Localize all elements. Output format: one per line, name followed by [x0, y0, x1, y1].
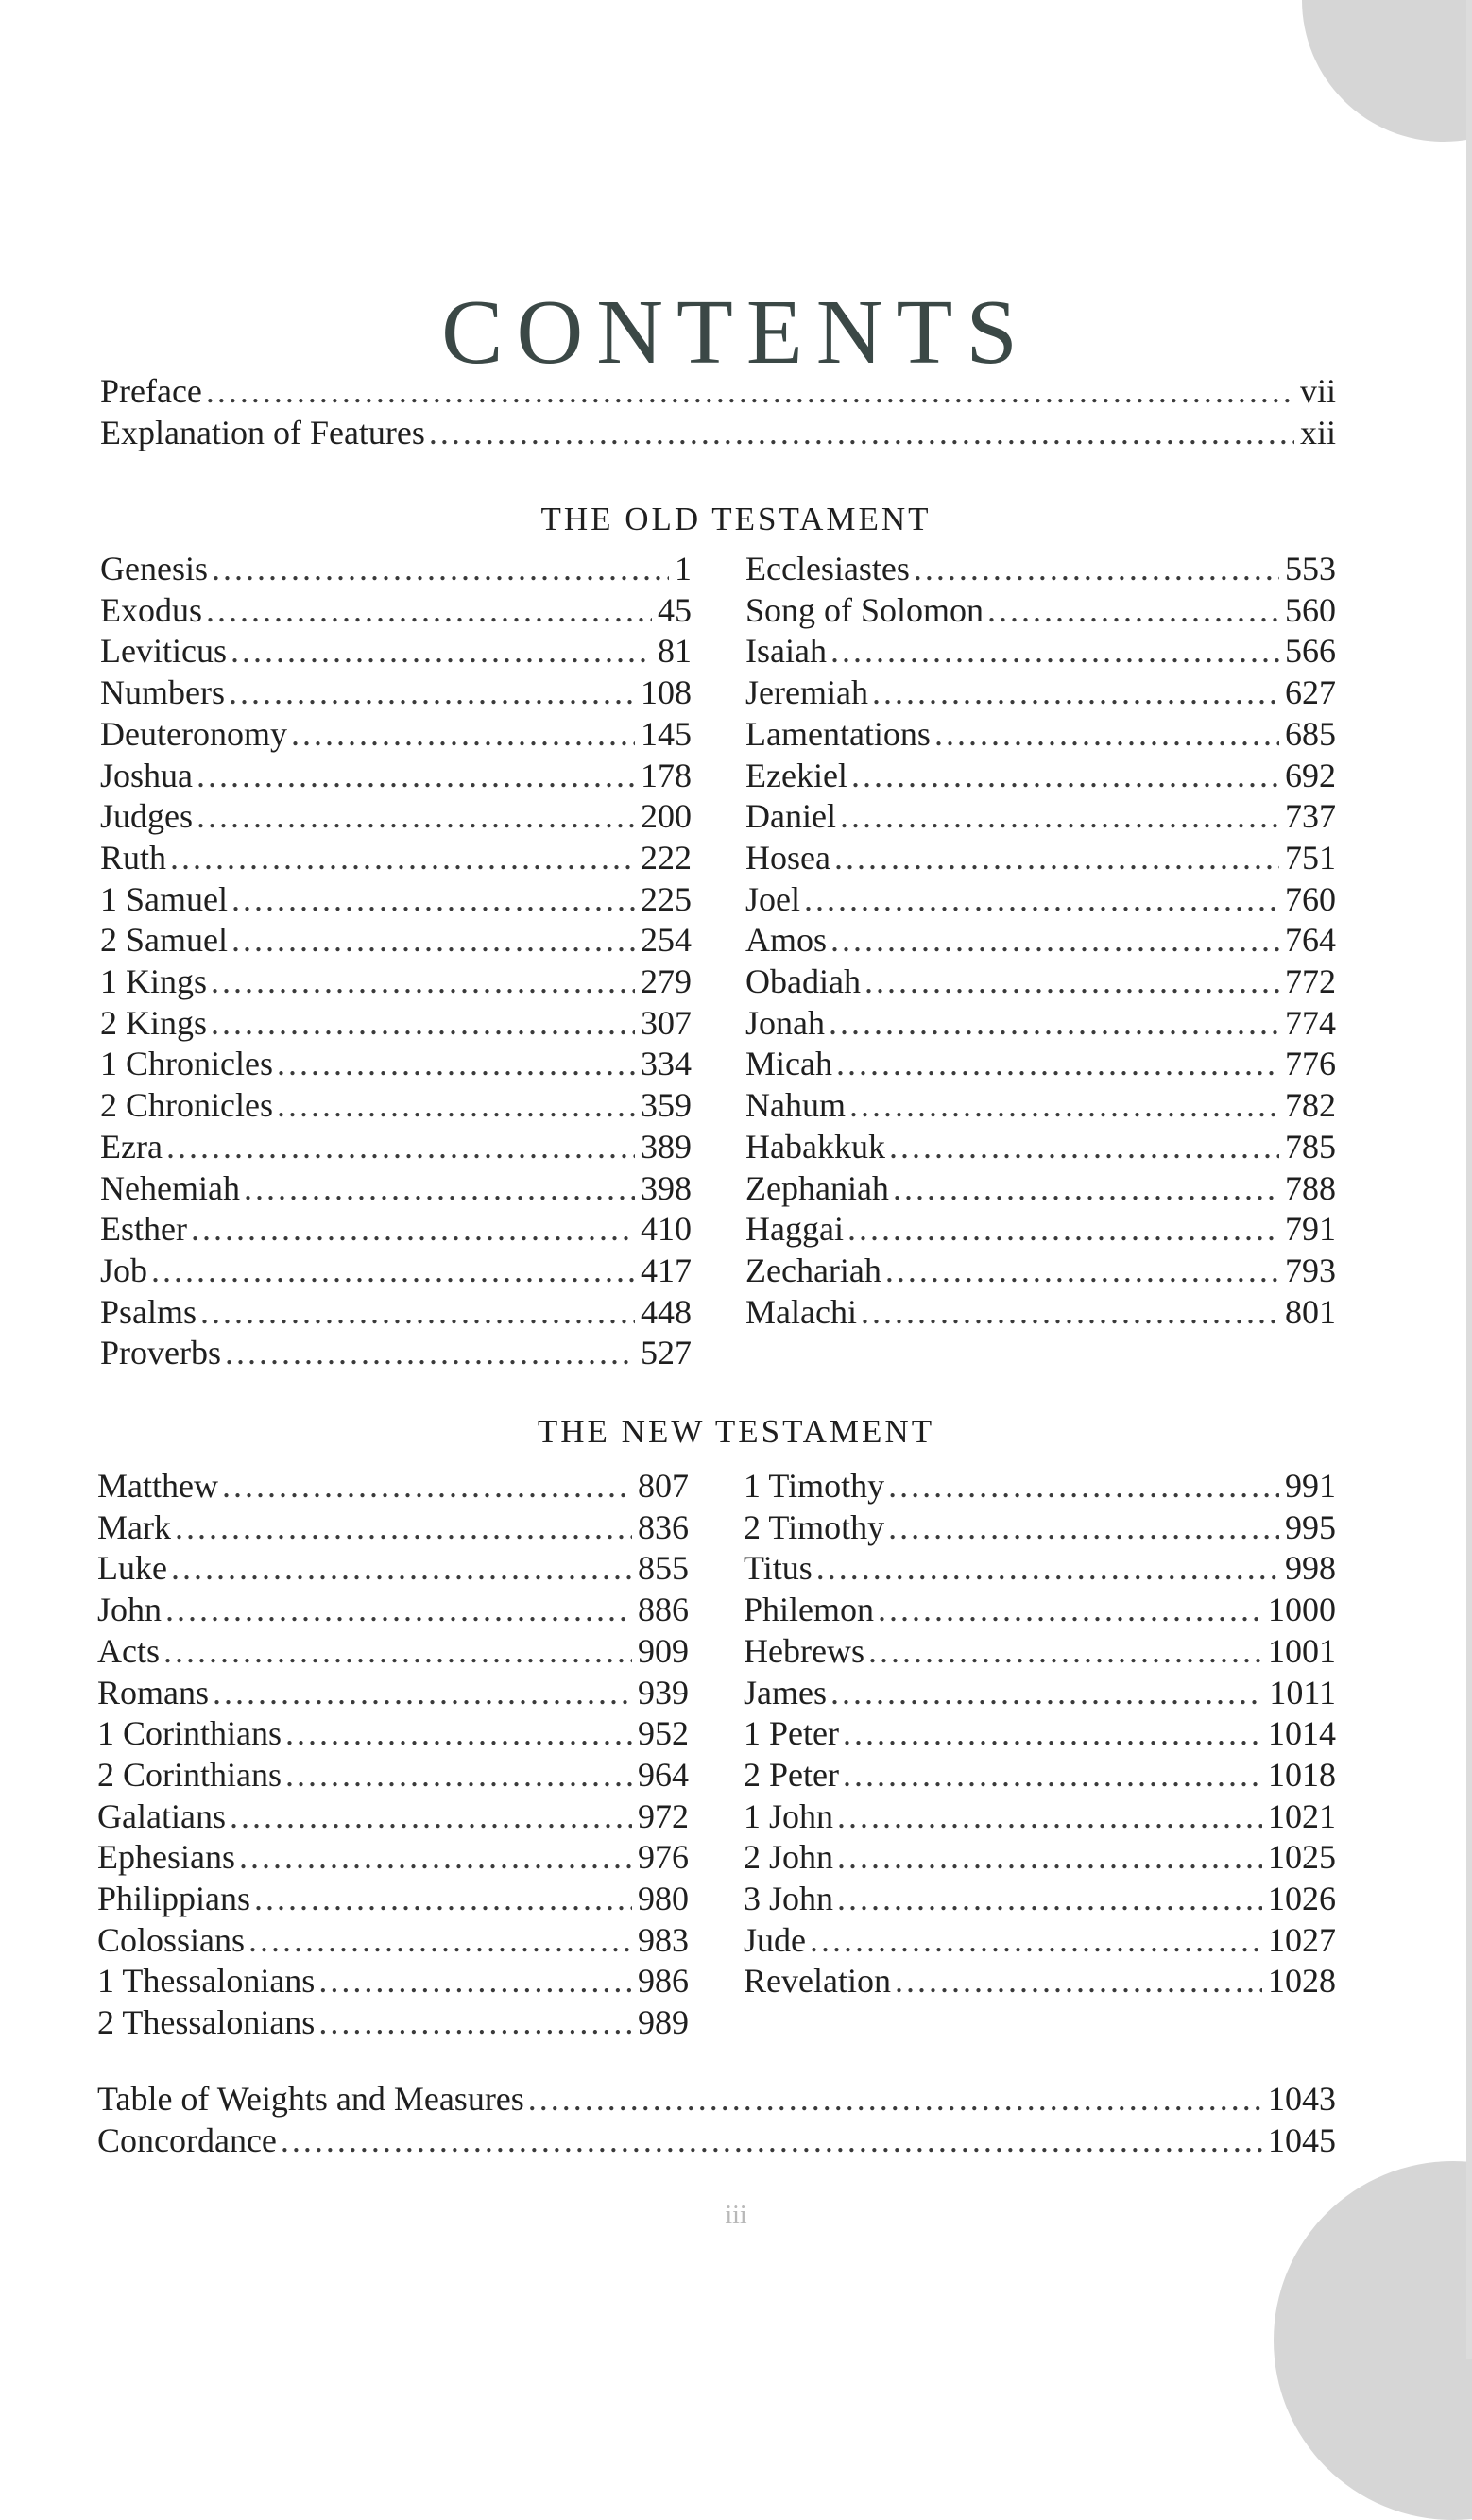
dot-leader — [200, 1291, 635, 1333]
toc-entry-page: 785 — [1285, 1127, 1336, 1166]
dot-leader — [829, 1002, 1279, 1044]
toc-entry-name: 3 John — [744, 1880, 834, 1917]
toc-entry-page: 1018 — [1268, 1755, 1336, 1794]
dot-leader — [888, 1507, 1279, 1548]
toc-entry — [97, 1878, 689, 1919]
toc-entry — [100, 589, 692, 631]
toc-entry-page: 737 — [1285, 797, 1336, 836]
toc-entry-page: 1014 — [1268, 1714, 1336, 1753]
toc-entry — [100, 630, 692, 672]
toc-entry-name: 2 Chronicles — [100, 1086, 273, 1125]
toc-entry — [745, 630, 1336, 672]
new-testament-heading: THE NEW TESTAMENT — [537, 1413, 935, 1450]
toc-entry — [100, 713, 692, 755]
toc-entry-name: Jonah — [745, 1003, 825, 1042]
toc-entry — [745, 672, 1336, 713]
toc-entry-page: 886 — [638, 1591, 689, 1629]
toc-entry-page: 45 — [658, 590, 692, 629]
dot-leader — [244, 1167, 635, 1209]
toc-entry-name: 2 Kings — [100, 1003, 208, 1042]
toc-entry-name: 1 Thessalonians — [97, 1962, 316, 2001]
toc-entry — [97, 1712, 689, 1754]
toc-entry — [744, 1672, 1336, 1713]
toc-entry-page: 976 — [638, 1838, 689, 1877]
dot-leader — [843, 1712, 1262, 1754]
toc-entry — [745, 1250, 1336, 1291]
toc-entry-name: 1 Kings — [100, 962, 208, 1000]
dot-leader — [804, 878, 1279, 920]
toc-entry-name: Psalms — [100, 1292, 197, 1331]
toc-entry-name: Jude — [744, 1920, 806, 1959]
toc-entry-name: Lamentations — [745, 714, 931, 753]
toc-entry-page: 222 — [641, 838, 692, 877]
toc-entry-page: 417 — [641, 1251, 692, 1289]
toc-entry-page: 855 — [638, 1549, 689, 1588]
dot-leader — [889, 1126, 1279, 1167]
toc-entry-page: 566 — [1285, 632, 1336, 671]
dot-leader — [318, 1960, 632, 2001]
dot-leader — [277, 1043, 635, 1084]
toc-entry-page: 972 — [638, 1796, 689, 1835]
toc-entry — [745, 961, 1336, 1002]
toc-entry-name: Nahum — [745, 1086, 846, 1125]
toc-entry — [745, 878, 1336, 920]
dot-leader — [849, 1084, 1279, 1126]
toc-entry-page: 145 — [641, 714, 692, 753]
toc-entry-name: Jeremiah — [745, 673, 868, 712]
toc-entry-page: 793 — [1285, 1251, 1336, 1289]
toc-entry-name: Philemon — [744, 1591, 875, 1629]
toc-entry-page: 81 — [658, 632, 692, 671]
toc-entry — [100, 1043, 692, 1084]
toc-entry — [100, 1332, 692, 1373]
toc-entry-page: 225 — [641, 879, 692, 918]
toc-entry — [100, 961, 692, 1002]
toc-entry — [100, 1002, 692, 1044]
toc-entry — [745, 837, 1336, 878]
toc-entry-page: 760 — [1285, 879, 1336, 918]
toc-entry-page: 1027 — [1268, 1920, 1336, 1959]
dot-leader — [816, 1547, 1279, 1589]
toc-entry — [100, 548, 692, 589]
dot-leader — [837, 1796, 1262, 1837]
toc-entry-page: 108 — [641, 673, 692, 712]
toc-entry-name: Luke — [97, 1549, 167, 1588]
toc-entry — [745, 1126, 1336, 1167]
toc-entry-page: 627 — [1285, 673, 1336, 712]
toc-entry-name: Ephesians — [97, 1838, 235, 1877]
dot-leader — [239, 1836, 632, 1878]
toc-entry — [100, 837, 692, 878]
dot-leader — [206, 589, 652, 631]
dot-leader — [170, 837, 635, 878]
dot-leader — [934, 713, 1279, 755]
toc-entry — [745, 919, 1336, 961]
dot-leader — [830, 630, 1279, 672]
toc-entry-page: 791 — [1285, 1210, 1336, 1249]
toc-entry — [744, 1919, 1336, 1961]
toc-entry-page: 782 — [1285, 1086, 1336, 1125]
toc-entry — [97, 1630, 689, 1672]
dot-leader — [171, 1547, 632, 1589]
toc-entry-page: 254 — [641, 921, 692, 960]
toc-entry — [744, 1796, 1336, 1837]
toc-entry-name: Nehemiah — [100, 1168, 240, 1207]
dot-leader — [864, 961, 1279, 1002]
toc-entry-page: 448 — [641, 1292, 692, 1331]
toc-entry — [745, 1043, 1336, 1084]
dot-leader — [840, 795, 1279, 837]
dot-leader — [230, 1796, 632, 1837]
toc-entry-page: 995 — [1285, 1507, 1336, 1546]
toc-entry-page: 1045 — [1268, 2120, 1336, 2159]
dot-leader — [225, 1332, 635, 1373]
toc-entry-name: Acts — [97, 1631, 160, 1670]
toc-entry — [100, 1126, 692, 1167]
toc-entry-page: 939 — [638, 1673, 689, 1711]
toc-entry-name: Isaiah — [745, 632, 827, 671]
toc-entry-page: 1021 — [1268, 1796, 1336, 1835]
toc-entry — [97, 1507, 689, 1548]
toc-entry-page: 836 — [638, 1507, 689, 1546]
toc-entry-page: xii — [1299, 413, 1336, 451]
toc-entry — [97, 2001, 689, 2043]
toc-entry-name: Romans — [97, 1673, 210, 1711]
dot-leader — [248, 1919, 632, 1961]
toc-entry-name: Concordance — [97, 2120, 277, 2159]
toc-entry-name: 1 Chronicles — [100, 1045, 273, 1083]
dot-leader — [834, 837, 1279, 878]
dot-leader — [847, 1208, 1279, 1250]
dot-leader — [837, 1878, 1262, 1919]
toc-entry — [745, 1208, 1336, 1250]
toc-entry-name: 2 Peter — [744, 1755, 839, 1794]
toc-entry-name: Ecclesiastes — [745, 550, 910, 587]
dot-leader — [895, 1960, 1262, 2001]
toc-entry-page: 1 — [675, 550, 692, 587]
dot-leader — [254, 1878, 632, 1919]
toc-entry-page: 553 — [1285, 550, 1336, 587]
toc-entry — [745, 1084, 1336, 1126]
toc-entry-name: Philippians — [97, 1880, 251, 1917]
toc-entry — [100, 1208, 692, 1250]
dot-leader — [151, 1250, 635, 1291]
toc-entry — [745, 755, 1336, 796]
toc-entry-name: Hosea — [745, 838, 830, 877]
toc-entry-name: Proverbs — [100, 1334, 221, 1372]
toc-entry-page: 685 — [1285, 714, 1336, 753]
toc-entry-page: 410 — [641, 1210, 692, 1249]
toc-entry-page: 279 — [641, 962, 692, 1000]
dot-leader — [888, 1465, 1279, 1507]
toc-entry — [97, 1589, 689, 1630]
dot-leader — [843, 1754, 1262, 1796]
toc-entry-page: 178 — [641, 756, 692, 794]
toc-entry — [745, 713, 1336, 755]
toc-entry-page: 952 — [638, 1714, 689, 1753]
dot-leader — [165, 1589, 632, 1630]
toc-entry-name: Daniel — [745, 797, 836, 836]
toc-entry-page: 1028 — [1268, 1962, 1336, 2001]
toc-entry-name: Deuteronomy — [100, 714, 287, 753]
toc-entry-page: 772 — [1285, 962, 1336, 1000]
toc-entry-name: Judges — [100, 797, 193, 836]
dot-leader — [213, 1672, 632, 1713]
toc-entry — [100, 919, 692, 961]
toc-entry-page: 989 — [638, 2003, 689, 2042]
toc-entry-page: 1000 — [1268, 1591, 1336, 1629]
dot-leader — [212, 548, 669, 589]
toc-entry-name: Titus — [744, 1549, 813, 1588]
dot-leader — [830, 1672, 1263, 1713]
toc-entry-page: 200 — [641, 797, 692, 836]
dot-leader — [987, 589, 1279, 631]
toc-entry — [100, 672, 692, 713]
toc-entry-page: 986 — [638, 1962, 689, 2001]
toc-entry-page: 764 — [1285, 921, 1336, 960]
toc-entry-page: 964 — [638, 1755, 689, 1794]
toc-entry-name: Haggai — [745, 1210, 844, 1249]
toc-entry — [745, 795, 1336, 837]
toc-entry-page: 801 — [1285, 1292, 1336, 1331]
toc-entry-name: 1 John — [744, 1796, 834, 1835]
toc-entry-page: 909 — [638, 1631, 689, 1670]
toc-entry-page: 980 — [638, 1880, 689, 1917]
toc-entry — [744, 1878, 1336, 1919]
toc-entry-page: 560 — [1285, 590, 1336, 629]
toc-entry — [744, 1836, 1336, 1878]
toc-entry-name: Obadiah — [745, 962, 861, 1000]
toc-entry — [97, 2078, 1336, 2120]
dot-leader — [231, 630, 652, 672]
toc-entry-page: 1026 — [1268, 1880, 1336, 1917]
toc-entry-name: Ezekiel — [745, 756, 847, 794]
dot-leader — [191, 1208, 635, 1250]
toc-entry-name: 2 Thessalonians — [97, 2003, 316, 2042]
toc-entry-name: Explanation of Features — [100, 413, 425, 451]
toc-entry-name: John — [97, 1591, 163, 1629]
toc-entry-name: Micah — [745, 1045, 832, 1083]
toc-entry-page: 692 — [1285, 756, 1336, 794]
toc-entry-page: vii — [1299, 372, 1336, 410]
toc-entry — [744, 1754, 1336, 1796]
toc-entry-page: 1011 — [1269, 1673, 1336, 1711]
toc-entry — [745, 548, 1336, 589]
toc-entry-page: 389 — [641, 1127, 692, 1166]
toc-entry — [97, 1919, 689, 1961]
toc-entry — [100, 795, 692, 837]
dot-leader — [175, 1507, 632, 1548]
dot-leader — [231, 878, 635, 920]
toc-entry — [744, 1589, 1336, 1630]
toc-entry-name: Numbers — [100, 673, 225, 712]
toc-entry-name: Matthew — [97, 1467, 218, 1505]
toc-entry-page: 776 — [1285, 1045, 1336, 1083]
toc-entry-page: 1043 — [1268, 2080, 1336, 2118]
dot-leader — [837, 1836, 1262, 1878]
toc-entry-name: Ruth — [100, 838, 167, 877]
toc-entry-name: 2 Timothy — [744, 1507, 885, 1546]
dot-leader — [810, 1919, 1262, 1961]
toc-entry-page: 788 — [1285, 1168, 1336, 1207]
dot-leader — [836, 1043, 1279, 1084]
toc-entry-name: Joel — [745, 879, 800, 918]
dot-leader — [861, 1291, 1279, 1333]
toc-entry-name: Mark — [97, 1507, 171, 1546]
toc-entry-name: 1 Peter — [744, 1714, 839, 1753]
toc-entry-page: 359 — [641, 1086, 692, 1125]
toc-entry-page: 398 — [641, 1168, 692, 1207]
toc-entry — [745, 1002, 1336, 1044]
dot-leader — [211, 1002, 635, 1044]
toc-entry-name: Hebrews — [744, 1631, 864, 1670]
dot-leader — [163, 1630, 632, 1672]
dot-leader — [229, 672, 635, 713]
dot-leader — [851, 755, 1279, 796]
toc-entry-name: Colossians — [97, 1920, 246, 1959]
dot-leader — [277, 1084, 635, 1126]
dot-leader — [885, 1250, 1279, 1291]
toc-entry-name: Table of Weights and Measures — [97, 2080, 524, 2118]
page-corner-shadow — [1302, 0, 1472, 142]
dot-leader — [281, 2120, 1262, 2161]
toc-entry — [97, 1465, 689, 1507]
toc-entry-name: Ezra — [100, 1127, 163, 1166]
toc-entry-name: Exodus — [100, 590, 202, 629]
toc-entry-name: 2 Corinthians — [97, 1755, 282, 1794]
toc-entry-name: Habakkuk — [745, 1127, 885, 1166]
toc-entry-name: 1 Samuel — [100, 879, 228, 918]
dot-leader — [893, 1167, 1279, 1209]
toc-entry — [744, 1712, 1336, 1754]
toc-entry-page: 1025 — [1268, 1838, 1336, 1877]
toc-entry — [97, 1754, 689, 1796]
toc-entry — [100, 755, 692, 796]
toc-entry — [97, 1836, 689, 1878]
toc-entry-name: 1 Corinthians — [97, 1714, 282, 1753]
toc-entry-name: Revelation — [744, 1962, 891, 2001]
toc-entry-name: James — [744, 1673, 827, 1711]
toc-entry-name: Amos — [745, 921, 828, 960]
toc-entry-page: 307 — [641, 1003, 692, 1042]
toc-entry — [744, 1507, 1336, 1548]
toc-entry — [744, 1465, 1336, 1507]
toc-entry — [97, 1672, 689, 1713]
toc-entry-page: 774 — [1285, 1003, 1336, 1042]
dot-leader — [197, 795, 635, 837]
toc-entry — [744, 1960, 1336, 2001]
toc-entry — [745, 1167, 1336, 1209]
toc-entry — [100, 1167, 692, 1209]
dot-leader — [166, 1126, 635, 1167]
toc-entry-name: 1 Timothy — [744, 1467, 885, 1505]
dot-leader — [197, 755, 635, 796]
toc-entry — [97, 2120, 1336, 2161]
toc-entry-name: 2 John — [744, 1838, 834, 1877]
toc-entry-name: Job — [100, 1251, 148, 1289]
dot-leader — [878, 1589, 1262, 1630]
toc-entry-name: Leviticus — [100, 632, 227, 671]
toc-entry-page: 998 — [1285, 1549, 1336, 1588]
dot-leader — [872, 672, 1279, 713]
toc-entry-name: Genesis — [100, 550, 208, 587]
dot-leader — [211, 961, 635, 1002]
dot-leader — [318, 2001, 632, 2043]
dot-leader — [231, 919, 635, 961]
toc-entry — [100, 1250, 692, 1291]
toc-entry — [97, 1547, 689, 1589]
toc-entry — [100, 412, 1336, 453]
toc-entry-name: Galatians — [97, 1796, 226, 1835]
toc-entry-page: 334 — [641, 1045, 692, 1083]
dot-leader — [222, 1465, 632, 1507]
dot-leader — [285, 1754, 632, 1796]
dot-leader — [429, 412, 1294, 453]
toc-entry-name: Zechariah — [745, 1251, 881, 1289]
toc-entry-name: Esther — [100, 1210, 187, 1249]
old-testament-heading: THE OLD TESTAMENT — [540, 501, 932, 537]
toc-entry — [100, 370, 1336, 412]
toc-entry — [100, 1084, 692, 1126]
toc-entry — [745, 589, 1336, 631]
dot-leader — [914, 548, 1279, 589]
dot-leader — [291, 713, 635, 755]
dot-leader — [206, 370, 1294, 412]
toc-entry — [100, 1291, 692, 1333]
toc-entry-name: Zephaniah — [745, 1168, 889, 1207]
toc-entry-page: 751 — [1285, 838, 1336, 877]
toc-entry — [744, 1547, 1336, 1589]
toc-entry-name: Song of Solomon — [745, 590, 984, 629]
toc-entry-page: 991 — [1285, 1467, 1336, 1505]
dot-leader — [830, 919, 1279, 961]
toc-entry-page: 807 — [638, 1467, 689, 1505]
toc-entry — [745, 1291, 1336, 1333]
dot-leader — [528, 2078, 1262, 2120]
toc-entry-name: 2 Samuel — [100, 921, 228, 960]
toc-entry — [97, 1960, 689, 2001]
toc-entry — [97, 1796, 689, 1837]
dot-leader — [868, 1630, 1262, 1672]
toc-entry-name: Preface — [100, 372, 202, 410]
toc-entry — [100, 878, 692, 920]
toc-entry-page: 983 — [638, 1920, 689, 1959]
toc-entry-page: 527 — [641, 1334, 692, 1372]
page-title: CONTENTS — [441, 281, 1031, 383]
toc-entry-name: Malachi — [745, 1292, 857, 1331]
toc-entry-page: 1001 — [1268, 1631, 1336, 1670]
dot-leader — [285, 1712, 632, 1754]
toc-entry — [744, 1630, 1336, 1672]
page-folio: iii — [725, 2201, 747, 2230]
toc-entry-name: Joshua — [100, 756, 193, 794]
